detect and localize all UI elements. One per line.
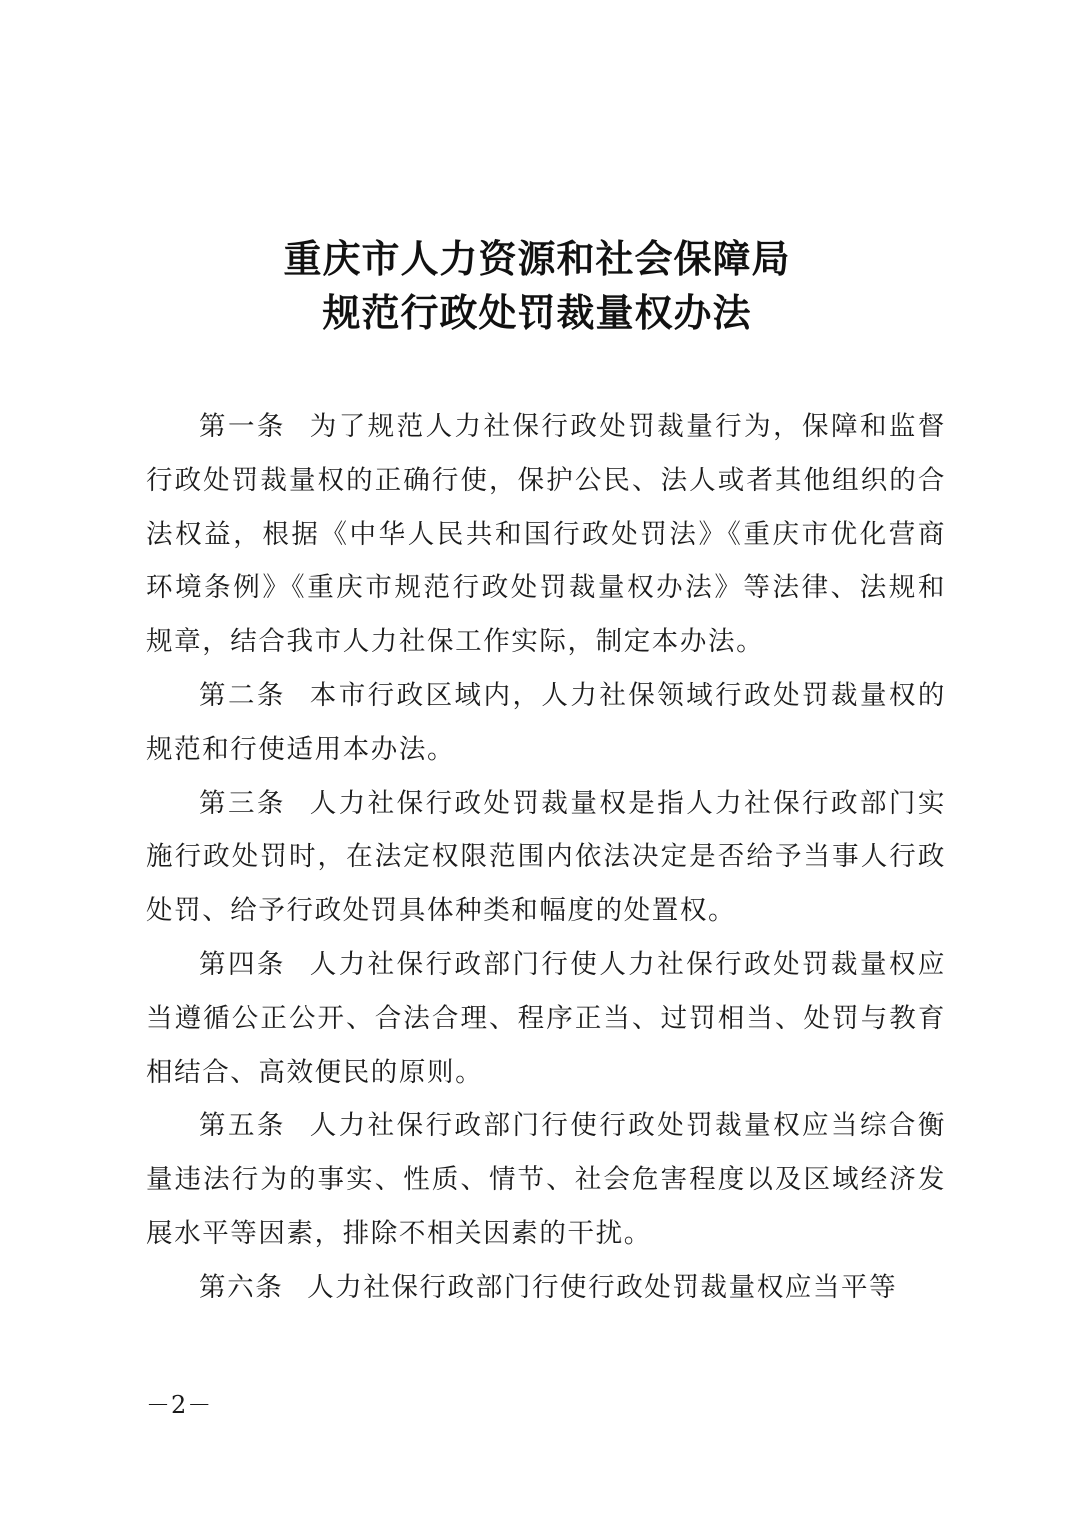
article-6-text: 人力社保行政部门行使行政处罚裁量权应当平等 xyxy=(307,1271,898,1303)
article-1 xyxy=(146,400,946,669)
article-2 xyxy=(146,669,946,777)
article-3-text: 人力社保行政处罚裁量权是指人力社保行政部门实施行政处罚时，在法定权限范围内依法决定是否给予当事人行政处罚、给予行政处罚具体种类和幅度的处置权。 xyxy=(146,787,946,927)
article-3 xyxy=(146,777,946,938)
article-1-text: 为了规范人力社保行政处罚裁量行为，保障和监督行政处罚裁量权的正确行使，保护公民、法人或者其他组织的合法权益，根据《中华人民共和国行政处罚法》《重庆市优化营商环境条例》《重庆市规范行政处罚裁量权办法》等法律、法规和规章，结合我市人力社保工作实际，制定本办法。 xyxy=(146,411,946,658)
article-2-label: 第二条 xyxy=(199,679,286,711)
article-1-label: 第一条 xyxy=(199,411,286,442)
article-3-label: 第三条 xyxy=(199,787,286,819)
title-line-2: 规范行政处罚裁量权办法 xyxy=(322,291,752,335)
title-line-1: 重庆市人力资源和社会保障局 xyxy=(283,237,791,281)
article-4-label: 第四条 xyxy=(199,948,286,980)
article-6 xyxy=(146,1261,946,1315)
article-6-label: 第六条 xyxy=(199,1271,284,1303)
article-5 xyxy=(146,1099,946,1260)
article-2-text: 本市行政区域内，人力社保领域行政处罚裁量权的规范和行使适用本办法。 xyxy=(146,679,946,765)
article-5-text: 人力社保行政部门行使行政处罚裁量权应当综合衡量违法行为的事实、性质、情节、社会危害程度以及区域经济发展水平等因素，排除不相关因素的干扰。 xyxy=(146,1110,946,1249)
article-5-label: 第五条 xyxy=(199,1110,286,1142)
page-number: －2－ xyxy=(146,1391,213,1419)
article-4-text: 人力社保行政部门行使人力社保行政处罚裁量权应当遵循公正公开、合法合理、程序正当、过罚相当、处罚与教育相结合、高效便民的原则。 xyxy=(146,948,946,1088)
document-body xyxy=(146,400,946,1315)
document-title xyxy=(0,232,1074,340)
article-4 xyxy=(146,938,946,1099)
